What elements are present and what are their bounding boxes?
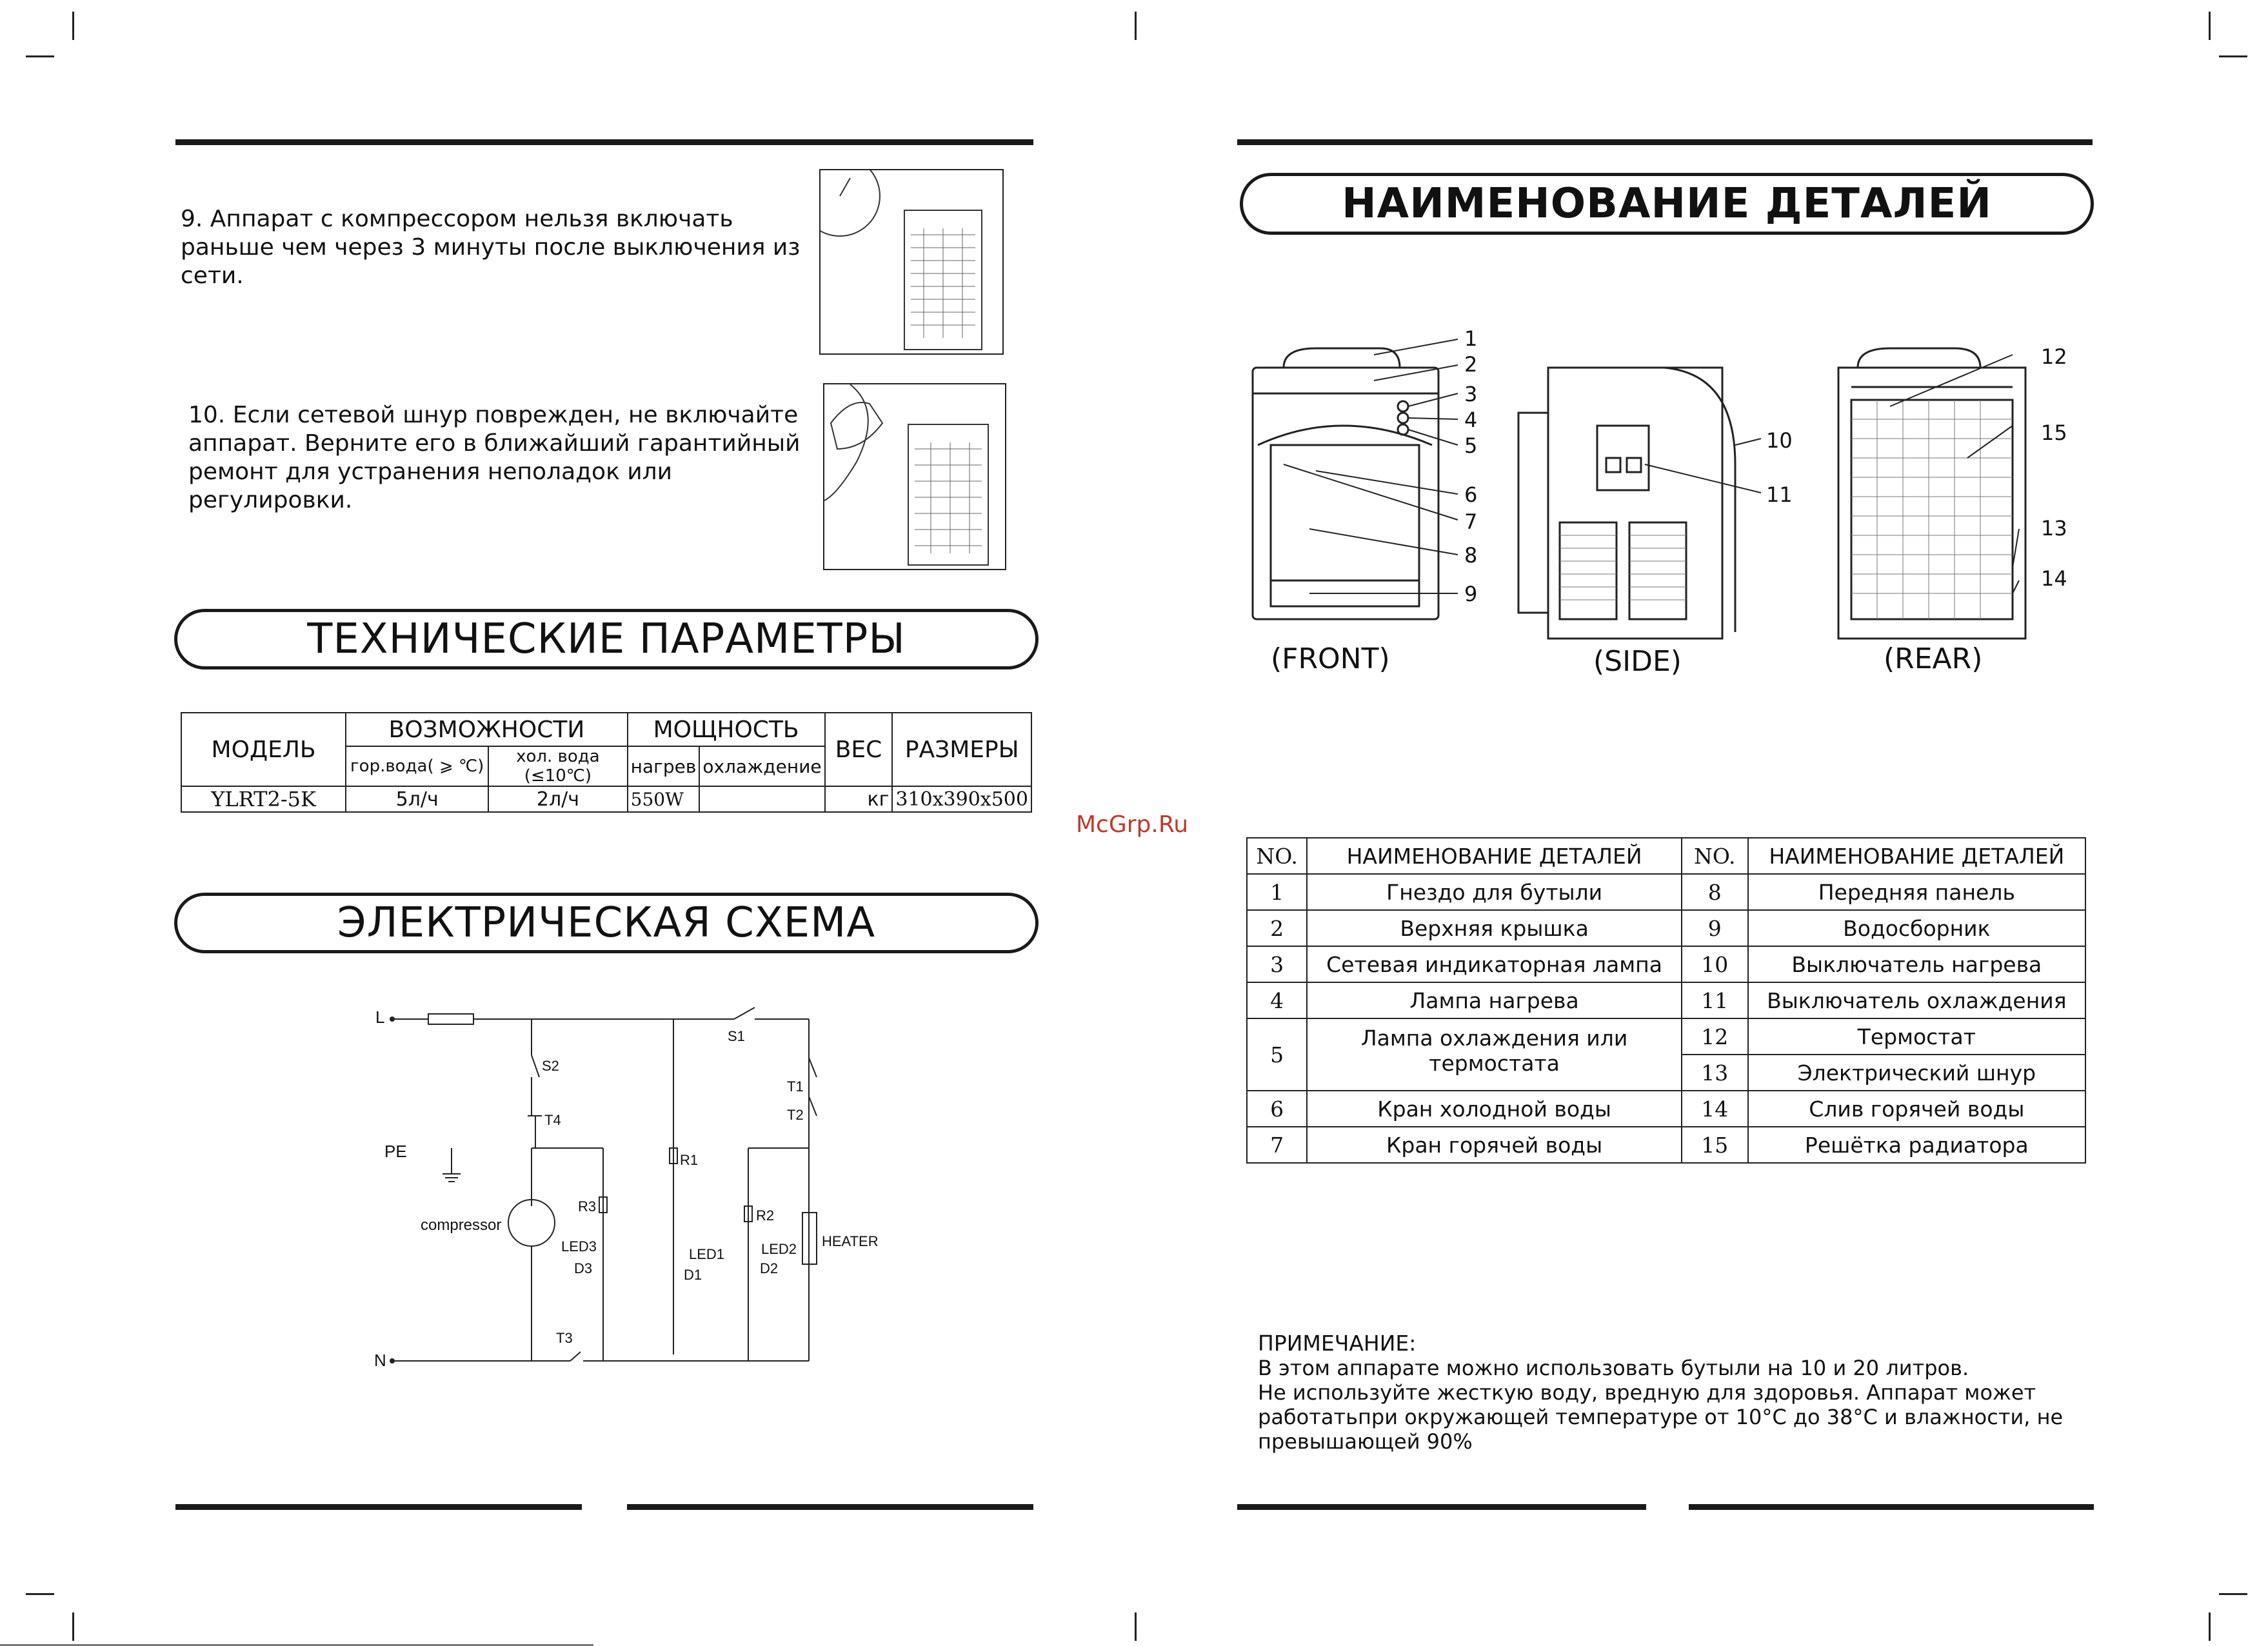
row-no: 12 bbox=[1682, 1018, 1748, 1055]
crop-mark bbox=[26, 55, 54, 57]
top-rule-left bbox=[175, 139, 1033, 145]
td-size: 310x390x500 bbox=[892, 786, 1031, 812]
circuit-label-T4: T4 bbox=[544, 1112, 561, 1128]
note-title: ПРИМЕЧАНИЕ: bbox=[1258, 1331, 1417, 1356]
th-power: МОЩНОСТЬ bbox=[628, 713, 825, 746]
row-no: 9 bbox=[1682, 910, 1748, 946]
crop-mark bbox=[2209, 12, 2211, 40]
callout-4: 4 bbox=[1464, 408, 1478, 432]
watermark: McGrp.Ru bbox=[1076, 811, 1189, 838]
row-name: Сетевая индикаторная лампа bbox=[1307, 946, 1682, 982]
th-capacity: ВОЗМОЖНОСТИ bbox=[346, 713, 628, 746]
view-label-side: (SIDE) bbox=[1593, 645, 1682, 678]
row-no: 6 bbox=[1247, 1091, 1307, 1127]
row-no: 2 bbox=[1247, 910, 1307, 946]
row-no: 15 bbox=[1682, 1127, 1748, 1163]
crop-mark bbox=[1135, 12, 1137, 40]
schema-heading bbox=[174, 893, 1039, 953]
circuit-label-T2: T2 bbox=[787, 1107, 804, 1123]
parts-table bbox=[1246, 837, 2086, 1164]
crop-mark bbox=[26, 1593, 54, 1595]
row-name: Кран горячей воды bbox=[1307, 1127, 1682, 1163]
crop-mark bbox=[2219, 55, 2247, 57]
th-model: МОДЕЛЬ bbox=[181, 713, 346, 786]
circuit-label-R3: R3 bbox=[578, 1198, 597, 1215]
callout-13: 13 bbox=[2041, 516, 2067, 540]
td-model: YLRT2-5K bbox=[181, 786, 346, 812]
row-name: Гнездо для бутыли bbox=[1307, 874, 1682, 910]
th-name: НАИМЕНОВАНИЕ ДЕТАЛЕЙ bbox=[1307, 838, 1682, 874]
th-no-2: NO. bbox=[1682, 838, 1748, 874]
th-name-2: НАИМЕНОВАНИЕ ДЕТАЛЕЙ bbox=[1748, 838, 2085, 874]
row-name: Верхняя крышка bbox=[1307, 910, 1682, 946]
bottom-rule-left-2 bbox=[627, 1504, 1033, 1510]
crop-mark bbox=[2219, 1593, 2247, 1595]
callout-8: 8 bbox=[1464, 543, 1478, 568]
td-cool bbox=[699, 786, 824, 812]
note-9-text: 9. Аппарат с компрессором нельзя включать раньше чем через 3 минуты после выключения из сети. bbox=[181, 206, 801, 289]
row-name: Решётка радиатора bbox=[1748, 1127, 2085, 1163]
callout-14: 14 bbox=[2041, 566, 2067, 591]
circuit-label-LED3: LED3 bbox=[561, 1238, 597, 1254]
circuit-label-D1: D1 bbox=[684, 1267, 702, 1283]
td-cold: 2л/ч bbox=[488, 786, 627, 812]
circuit-label-R1: R1 bbox=[680, 1152, 699, 1168]
circuit-label-T3: T3 bbox=[556, 1330, 573, 1346]
note-text: В этом аппарате можно использовать бутыли на 10 и 20 литров. Не используйте жесткую воду, вредную для здоровья. Аппарат может работатьпри окружающей температуре от 10°С до 38°С и влажности, не превышающей 90% bbox=[1258, 1356, 2064, 1454]
row-no: 1 bbox=[1247, 874, 1307, 910]
th-size: РАЗМЕРЫ bbox=[892, 713, 1031, 786]
row-name: Передняя панель bbox=[1748, 874, 2085, 910]
row-no: 4 bbox=[1247, 982, 1307, 1018]
th-hot-water: гор.вода( ⩾ ℃) bbox=[346, 746, 488, 786]
row-name: Водосборник bbox=[1748, 910, 2085, 946]
callout-6: 6 bbox=[1464, 482, 1478, 507]
th-cold-water: хол. вода (≤10℃) bbox=[488, 746, 627, 786]
crop-mark bbox=[1135, 1612, 1137, 1641]
tech-params-title: ТЕХНИЧЕСКИЕ ПАРАМЕТРЫ bbox=[307, 615, 906, 663]
crop-mark bbox=[72, 1612, 74, 1641]
row-name: Кран холодной воды bbox=[1307, 1091, 1682, 1127]
row-no: 7 bbox=[1247, 1127, 1307, 1163]
row-name: Лампа охлаждения или термостата bbox=[1307, 1018, 1682, 1091]
circuit-label-compressor: compressor bbox=[421, 1216, 502, 1234]
circuit-label-S2: S2 bbox=[542, 1058, 559, 1074]
row-name: Электрический шнур bbox=[1748, 1055, 2085, 1091]
circuit-label-LED2: LED2 bbox=[761, 1241, 797, 1257]
circuit-label-PE: PE bbox=[384, 1142, 407, 1161]
th-weight: ВЕС bbox=[825, 713, 893, 786]
tech-params-heading bbox=[174, 609, 1039, 669]
bottom-rule-left-1 bbox=[175, 1504, 582, 1510]
callout-1: 1 bbox=[1464, 326, 1478, 351]
circuit-label-S1: S1 bbox=[728, 1028, 745, 1044]
td-heat: 550W bbox=[628, 786, 700, 812]
circuit-label-heater: HEATER bbox=[822, 1233, 879, 1249]
callout-10: 10 bbox=[1766, 428, 1793, 453]
row-name: Термостат bbox=[1748, 1018, 2085, 1055]
th-cooling: охлаждение bbox=[699, 746, 824, 786]
row-no: 11 bbox=[1682, 982, 1748, 1018]
bottom-rule-right-1 bbox=[1237, 1504, 1646, 1510]
th-no: NO. bbox=[1247, 838, 1307, 874]
circuit-label-D3: D3 bbox=[574, 1260, 593, 1276]
illustration-cord-dispenser bbox=[823, 383, 1006, 570]
callout-7: 7 bbox=[1464, 510, 1478, 534]
row-name: Лампа нагрева bbox=[1307, 982, 1682, 1018]
td-weight: кг bbox=[825, 786, 893, 812]
electrical-circuit-diagram bbox=[361, 993, 879, 1380]
callout-12: 12 bbox=[2041, 344, 2067, 369]
callout-5: 5 bbox=[1464, 433, 1478, 458]
row-name: Выключатель нагрева bbox=[1748, 946, 2085, 982]
callout-15: 15 bbox=[2041, 421, 2067, 445]
crop-mark bbox=[72, 12, 74, 40]
circuit-label-L: L bbox=[375, 1007, 385, 1027]
circuit-label-LED1: LED1 bbox=[689, 1246, 725, 1262]
row-no: 3 bbox=[1247, 946, 1307, 982]
td-hot: 5л/ч bbox=[346, 786, 488, 812]
row-no: 10 bbox=[1682, 946, 1748, 982]
parts-heading bbox=[1240, 173, 2094, 235]
device-views bbox=[1245, 326, 2084, 684]
row-no: 8 bbox=[1682, 874, 1748, 910]
row-no: 13 bbox=[1682, 1055, 1748, 1091]
callout-9: 9 bbox=[1464, 582, 1478, 606]
row-name: Слив горячей воды bbox=[1748, 1091, 2085, 1127]
callout-11: 11 bbox=[1766, 482, 1793, 507]
schema-title: ЭЛЕКТРИЧЕСКАЯ СХЕМА bbox=[337, 899, 876, 947]
circuit-label-T1: T1 bbox=[787, 1078, 804, 1095]
crop-mark bbox=[2209, 1612, 2211, 1641]
top-rule-right bbox=[1237, 139, 2093, 145]
callout-3: 3 bbox=[1464, 382, 1478, 406]
row-no: 5 bbox=[1247, 1018, 1307, 1091]
view-label-rear: (REAR) bbox=[1884, 642, 1983, 675]
note-10-text: 10. Если сетевой шнур поврежден, не включайте аппарат. Верните его в ближайший гарантийный ремонт для устранения неполадок или регулировки. bbox=[188, 402, 801, 513]
th-heating: нагрев bbox=[628, 746, 700, 786]
circuit-label-R2: R2 bbox=[756, 1207, 775, 1224]
row-no: 14 bbox=[1682, 1091, 1748, 1127]
callout-2: 2 bbox=[1464, 352, 1478, 377]
circuit-label-D2: D2 bbox=[760, 1260, 779, 1276]
tech-params-table bbox=[181, 712, 1032, 813]
circuit-label-N: N bbox=[374, 1351, 386, 1370]
view-label-front: (FRONT) bbox=[1271, 642, 1390, 675]
row-name: Выключатель охлаждения bbox=[1748, 982, 2085, 1018]
parts-title: НАИМЕНОВАНИЕ ДЕТАЛЕЙ bbox=[1342, 180, 1992, 228]
illustration-clock-dispenser bbox=[819, 169, 1004, 355]
bottom-rule-right-2 bbox=[1689, 1504, 2094, 1510]
